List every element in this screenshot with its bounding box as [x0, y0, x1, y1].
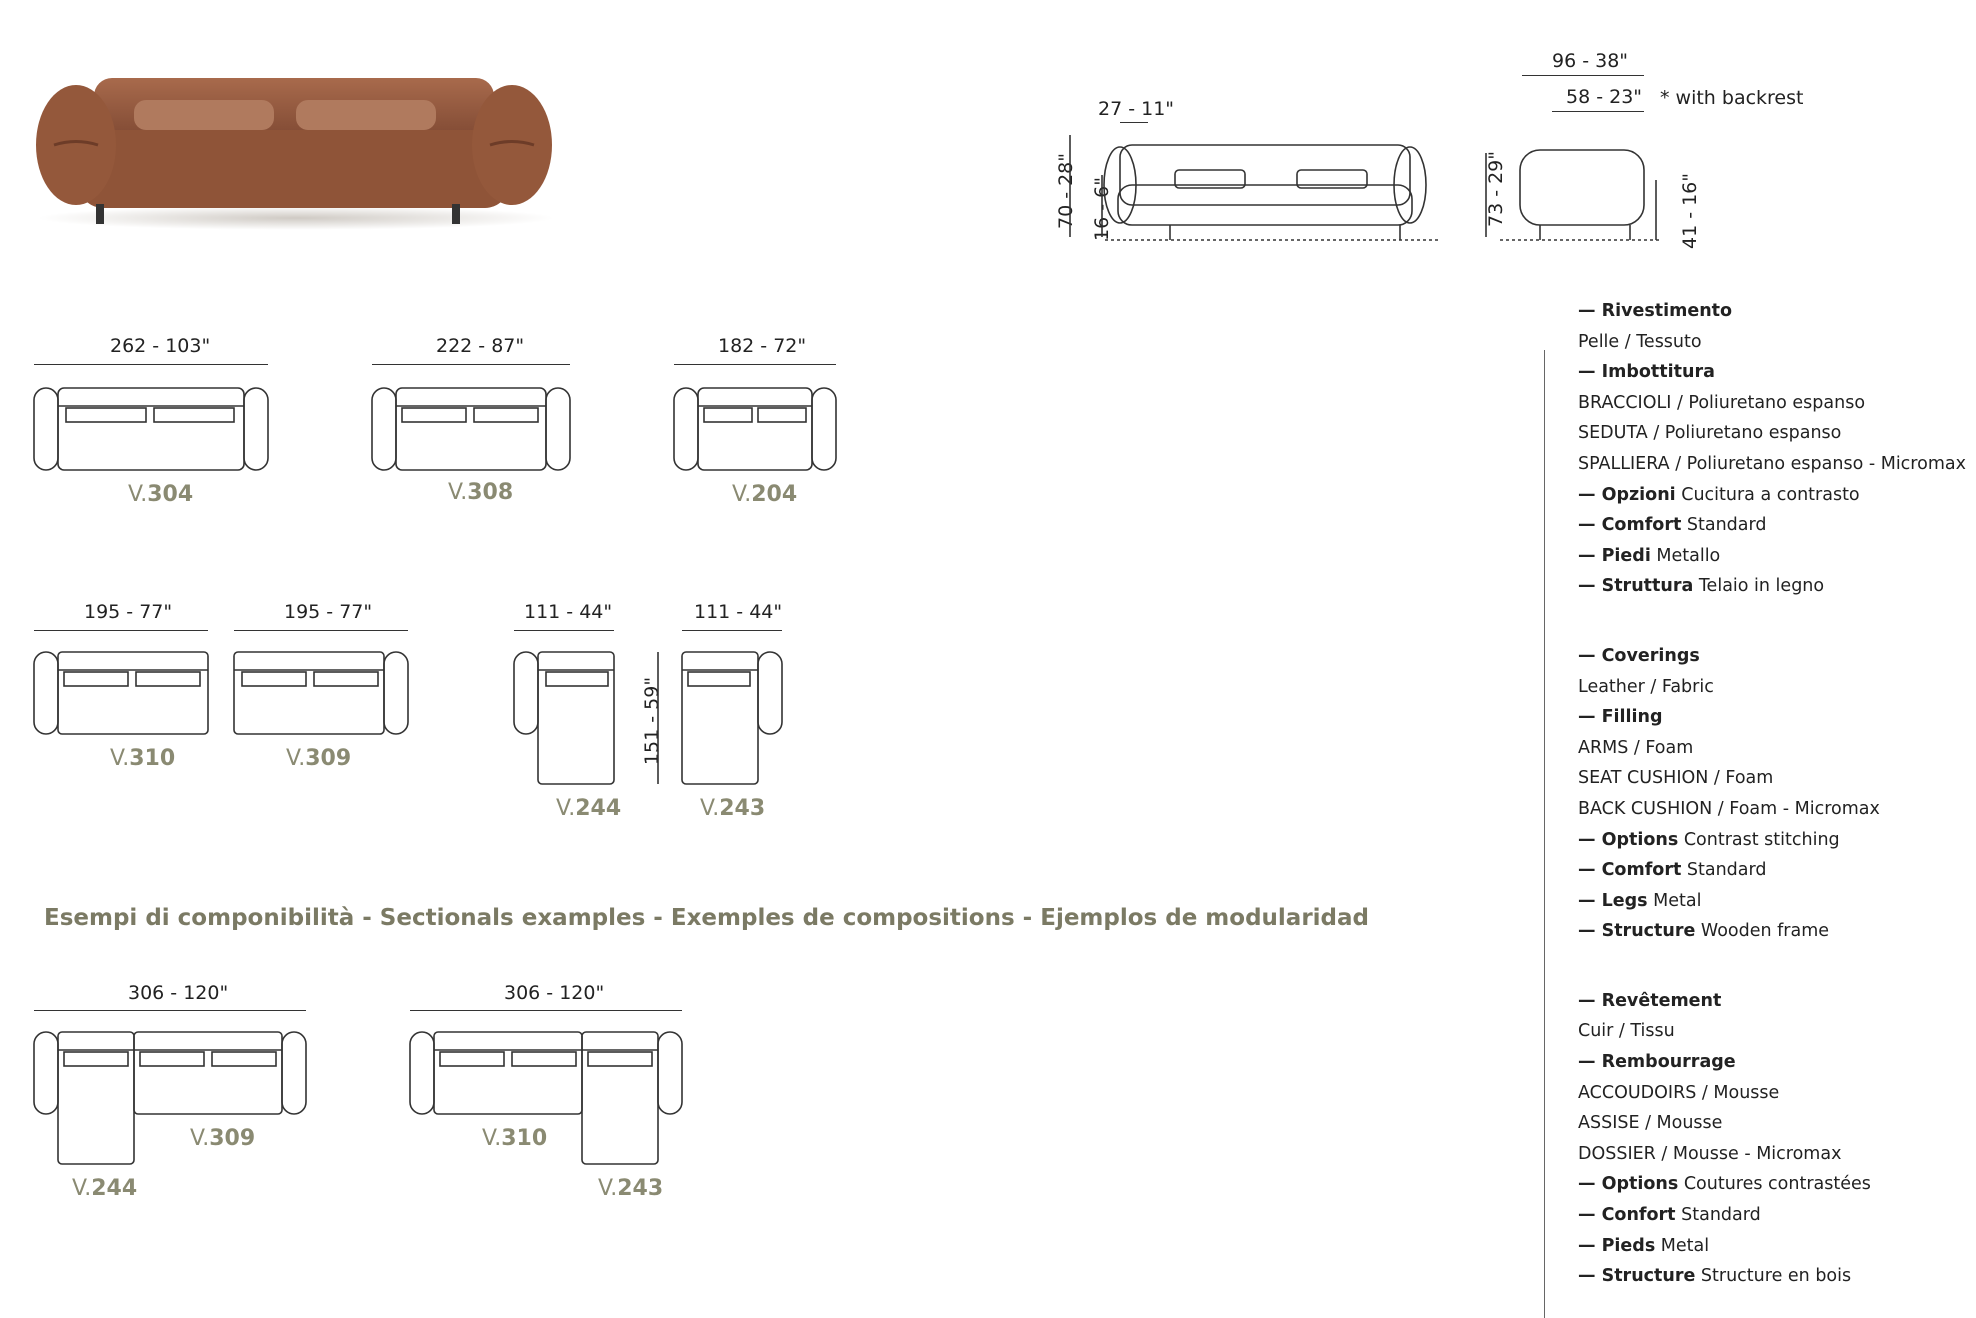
spec-line: [1578, 763, 1968, 794]
spec-line: [1578, 1261, 1968, 1292]
spec-text: SEAT CUSHION / Foam: [1578, 768, 1774, 789]
section-title: Esempi di componibilità - Sectionals examples - Exemples de compositions - Ejemplos de modularidad: [44, 905, 1369, 931]
seat-height-label: 41 - 16": [1679, 172, 1702, 250]
spec-text: Wooden frame: [1695, 921, 1830, 942]
specs-english: [1578, 641, 1968, 947]
spec-label: — Confort: [1578, 1205, 1676, 1226]
element-204-dim-line: [674, 364, 836, 365]
element-244-dim-line: [514, 630, 614, 631]
spec-text: Metallo: [1650, 545, 1721, 566]
spec-label: — Structure: [1578, 1266, 1696, 1287]
spec-label: — Pieds: [1578, 1235, 1656, 1256]
spec-text: Standard: [1675, 1205, 1761, 1226]
seat-depth-label: 58 - 23": [1566, 86, 1643, 108]
spec-line: [1578, 855, 1968, 886]
spec-label: — Options: [1578, 1174, 1679, 1195]
spec-text: SEDUTA / Poliuretano espanso: [1578, 423, 1842, 444]
spec-label: — Piedi: [1578, 545, 1651, 566]
backrest-note: * with backrest: [1660, 87, 1804, 109]
element-243-label: V.243: [700, 796, 766, 821]
spec-line: [1578, 1078, 1968, 1109]
spec-label: — Filling: [1578, 707, 1663, 728]
spec-label: — Rivestimento: [1578, 301, 1733, 321]
element-308-dim: 222 - 87": [436, 335, 525, 357]
spec-line: [1578, 357, 1968, 388]
spec-label: — Comfort: [1578, 515, 1682, 536]
spec-text: BRACCIOLI / Poliuretano espanso: [1578, 392, 1866, 413]
composition-2-label-243: V.243: [598, 1176, 664, 1201]
element-243-drawing: [682, 652, 782, 786]
spec-text: Telaio in legno: [1693, 576, 1825, 597]
seat-depth-line: [1552, 111, 1644, 112]
spec-text: Coutures contrastées: [1678, 1174, 1871, 1195]
spec-line: [1578, 825, 1968, 856]
spec-line: [1578, 327, 1968, 358]
spec-line: [1578, 794, 1968, 825]
spec-label: — Opzioni: [1578, 484, 1676, 505]
spec-line: [1578, 388, 1968, 419]
spec-text: Standard: [1681, 515, 1767, 536]
element-243-dim: 111 - 44": [694, 601, 783, 623]
spec-line: [1578, 702, 1968, 733]
spec-label: — Revêtement: [1578, 990, 1722, 1011]
spec-line: [1578, 296, 1968, 327]
height-back-label: 73 - 29": [1485, 150, 1508, 228]
element-308-label: V.308: [448, 480, 514, 505]
spec-line: [1578, 449, 1968, 480]
spec-line: [1578, 1231, 1968, 1262]
element-310-drawing: [34, 652, 208, 736]
arm-width-label: 27 - 11": [1098, 98, 1175, 120]
composition-1-label-244: V.244: [72, 1176, 138, 1201]
height-label: 70 - 28": [1055, 152, 1078, 230]
specs-gap: [1578, 947, 1968, 986]
spec-line: [1578, 1169, 1968, 1200]
spec-line: [1578, 480, 1968, 511]
side-elevation-drawing: [1480, 135, 1680, 245]
spec-text: Cucitura a contrasto: [1675, 484, 1860, 505]
spec-text: Cuir / Tissu: [1578, 1021, 1675, 1042]
spec-line: [1578, 1108, 1968, 1139]
spec-line: [1578, 1200, 1968, 1231]
element-310-dim-line: [34, 630, 208, 631]
spec-text: DOSSIER / Mousse - Micromax: [1578, 1143, 1842, 1164]
composition-2-label-310: V.310: [482, 1126, 548, 1151]
element-304-drawing: [34, 388, 268, 472]
composition-2-dim-line: [410, 1010, 682, 1011]
specs-column: [1578, 296, 1968, 1292]
specs-divider: [1544, 350, 1545, 1318]
spec-label: — Options: [1578, 829, 1679, 850]
element-244-dim: 111 - 44": [524, 601, 613, 623]
spec-label: — Comfort: [1578, 860, 1682, 881]
element-204-label: V.204: [732, 482, 798, 507]
element-309-dim: 195 - 77": [284, 601, 373, 623]
spec-label: — Imbottitura: [1578, 362, 1715, 383]
element-308-dim-line: [372, 364, 570, 365]
spec-label: — Legs: [1578, 890, 1648, 911]
spec-text: Metal: [1655, 1235, 1710, 1256]
specs-french: [1578, 986, 1968, 1292]
spec-text: ARMS / Foam: [1578, 737, 1694, 758]
spec-line: [1578, 986, 1968, 1017]
element-310-label: V.310: [110, 746, 176, 771]
element-304-label: V.304: [128, 482, 194, 507]
composition-1-drawing: [34, 1032, 306, 1166]
spec-text: ACCOUDOIRS / Mousse: [1578, 1082, 1780, 1103]
element-309-label: V.309: [286, 746, 352, 771]
spec-line: [1578, 641, 1968, 672]
spec-text: Standard: [1681, 860, 1767, 881]
spec-label: — Rembourrage: [1578, 1052, 1736, 1073]
element-244-label: V.244: [556, 796, 622, 821]
arm-width-line: [1120, 122, 1148, 123]
spec-text: Pelle / Tessuto: [1578, 331, 1702, 352]
element-304-dim: 262 - 103": [110, 335, 211, 357]
element-243-dim-line: [682, 630, 782, 631]
front-elevation-drawing: [1060, 135, 1460, 245]
leg-height-label: 16 - 6": [1090, 177, 1113, 241]
specs-italian: [1578, 296, 1968, 602]
element-304-dim-line: [34, 364, 268, 365]
total-depth-label: 96 - 38": [1552, 50, 1629, 72]
chaise-depth-label: 151 - 59": [641, 676, 664, 766]
spec-line: [1578, 1047, 1968, 1078]
spec-label: — Structure: [1578, 921, 1696, 942]
spec-text: BACK CUSHION / Foam - Micromax: [1578, 798, 1880, 819]
element-309-drawing: [234, 652, 408, 736]
spec-line: [1578, 733, 1968, 764]
spec-line: [1578, 571, 1968, 602]
spec-line: [1578, 886, 1968, 917]
spec-line: [1578, 510, 1968, 541]
element-308-drawing: [372, 388, 570, 472]
spec-line: [1578, 541, 1968, 572]
sofa-product-image: [34, 70, 554, 230]
spec-text: Metal: [1647, 890, 1702, 911]
spec-text: Leather / Fabric: [1578, 676, 1714, 697]
composition-1-dim: 306 - 120": [128, 982, 229, 1004]
spec-line: [1578, 1139, 1968, 1170]
spec-label: — Coverings: [1578, 645, 1700, 666]
composition-1-dim-line: [34, 1010, 306, 1011]
spec-text: Contrast stitching: [1678, 829, 1840, 850]
element-204-drawing: [674, 388, 836, 472]
spec-line: [1578, 672, 1968, 703]
spec-line: [1578, 1016, 1968, 1047]
element-204-dim: 182 - 72": [718, 335, 807, 357]
chaise-depth-line: [656, 652, 660, 786]
composition-2-dim: 306 - 120": [504, 982, 605, 1004]
specs-gap: [1578, 602, 1968, 641]
total-depth-line: [1522, 75, 1644, 76]
spec-line: [1578, 418, 1968, 449]
element-310-dim: 195 - 77": [84, 601, 173, 623]
element-309-dim-line: [234, 630, 408, 631]
spec-text: ASSISE / Mousse: [1578, 1113, 1723, 1134]
spec-text: Structure en bois: [1695, 1266, 1852, 1287]
spec-text: SPALLIERA / Poliuretano espanso - Micromax: [1578, 453, 1966, 474]
spec-line: [1578, 916, 1968, 947]
spec-label: — Struttura: [1578, 576, 1694, 597]
composition-1-label-309: V.309: [190, 1126, 256, 1151]
element-244-drawing: [514, 652, 614, 786]
